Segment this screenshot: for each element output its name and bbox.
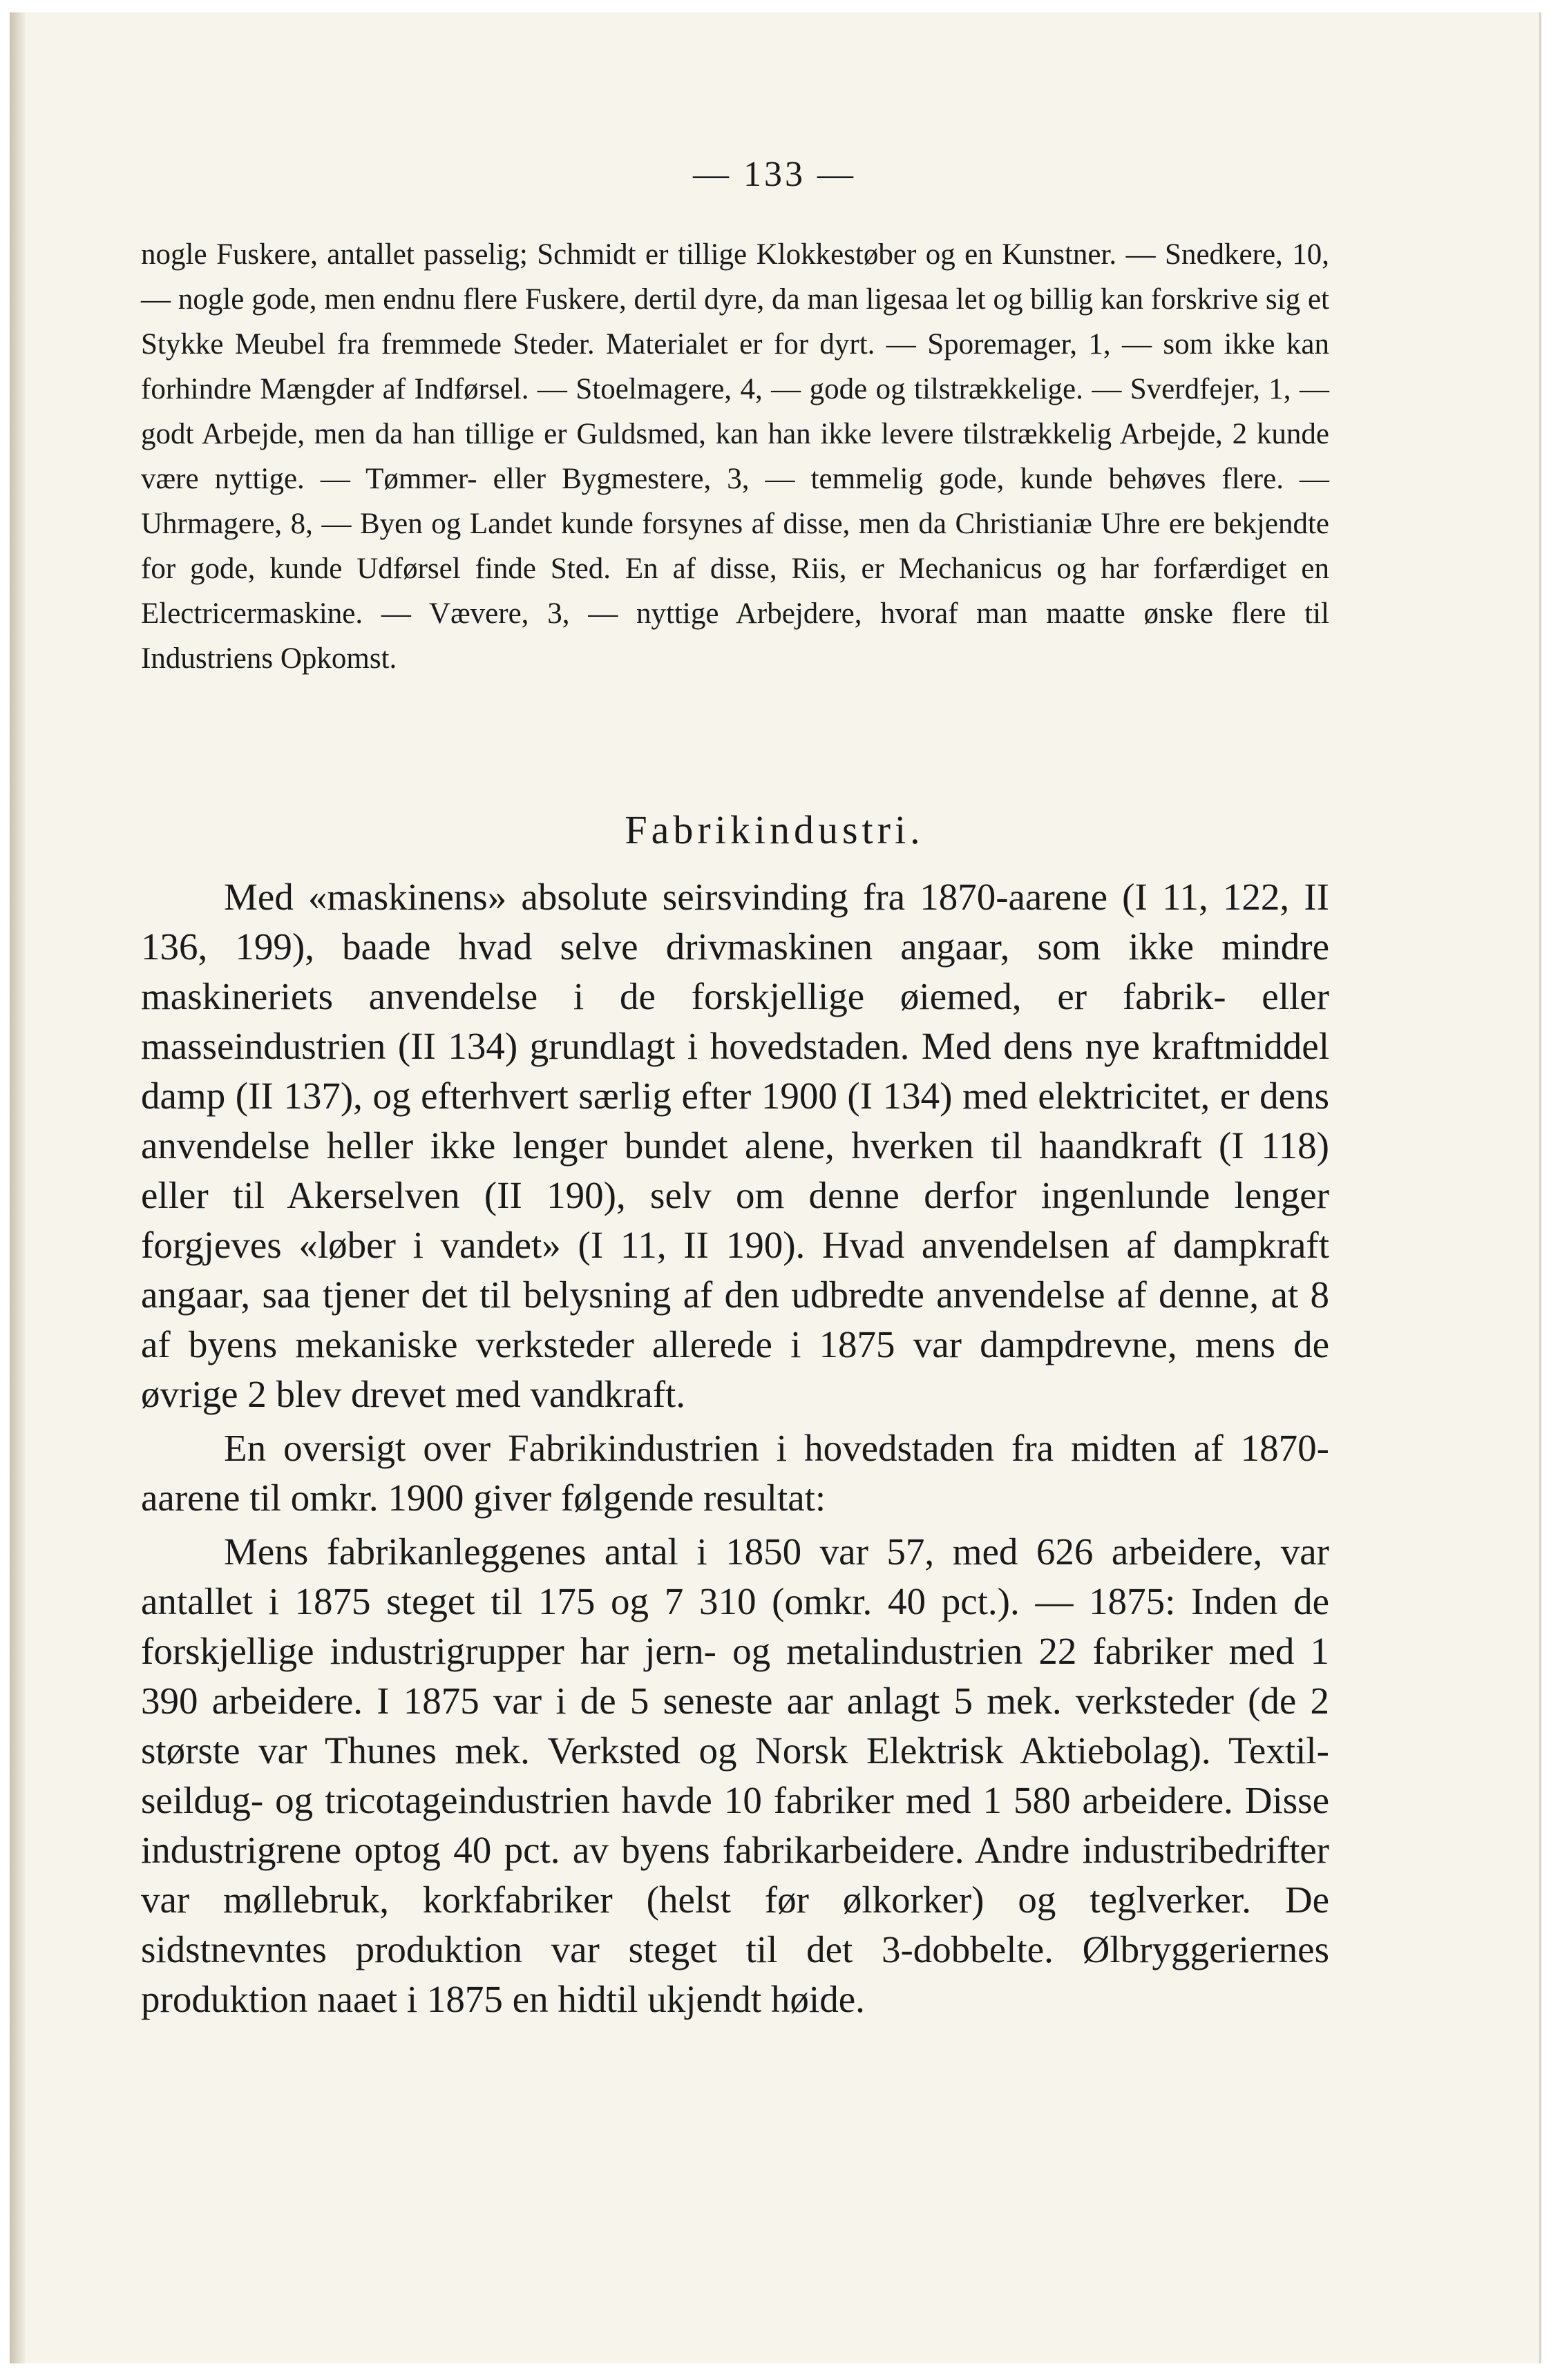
paragraph-2: En oversigt over Fabrikindustrien i hovedstaden fra midten af 1870-aarene til omkr. 1900 giver følgende resultat:: [141, 1427, 1329, 1519]
intro-paragraph: nogle Fuskere, antallet passelig; Schmidt er tillige Klokkestøber og en Kunstner. — Snedkere, 10, — nogle gode, men endnu flere Fuskere, dertil dyre, da man ligesaa let og billig kan forskrive sig et Stykke Meubel fra fremmede Steder. Materialet er for dyrt. — Sporemager, 1, — som ikke kan forhindre Mængder af Indførsel. — Stoelmagere, 4, — gode og tilstrækkelige. — Sverdfejer, 1, — godt Arbejde, men da han tillige er Guldsmed, kan han ikke levere tilstrækkelig Arbejde, 2 kunde være nyttige. — Tømmer- eller Bygmestere, 3, — temmelig gode, kunde behøves flere. — Uhrmagere, 8, — Byen og Landet kunde forsynes af disse, men da Christianiæ Uhre ere bekjendte for gode, kunde Udførsel finde Sted. En af disse, Riis, er Mechanicus og har forfærdiget en Electricermaskine. — Vævere, 3, — nyttige Arbejdere, hvoraf man maatte ønske flere til Industriens Opkomst.: [141, 238, 1329, 675]
section-heading: Fabrikindustri.: [625, 807, 924, 852]
paragraph-1: Med «maskinens» absolute seirsvinding fra 1870-aarene (I 11, 122, II 136, 199), baade hvad selve drivmaskinen angaar, som ikke mindre maskineriets anvendelse i de forskjellige øiemed, er fabrik- eller masseindustrien (II 134) grundlagt i hovedstaden. Med dens nye kraftmiddel damp (II 137), og efterhvert særlig efter 1900 (I 134) med elektricitet, er dens anvendelse heller ikke lenger bundet alene, hverken til haandkraft (I 118) eller til Akerselven (II 190), selv om denne derfor ingenlunde lenger forgjeves «løber i vandet» (I 11, II 190). Hvad anvendelsen af dampkraft angaar, saa tjener det til belysning af den udbredte anvendelse af denne, at 8 af byens mekaniske verksteder allerede i 1875 var dampdrevne, mens de øvrige 2 blev drevet med vandkraft.: [141, 876, 1329, 1415]
paragraph-3: Mens fabrikanleggenes antal i 1850 var 57, med 626 arbeidere, var antallet i 1875 steget til 175 og 7 310 (omkr. 40 pct.). — 1875: Inden de forskjellige industrigrupper har jern- og metalindustrien 22 fabriker med 1 390 arbeidere. I 1875 var i de 5 seneste aar anlagt 5 mek. verksteder (de 2 største var Thunes mek. Verksted og Norsk Elektrisk Aktiebolag). Textil- seildug- og tricotageindustrien havde 10 fabriker med 1 580 arbeidere. Disse industrigrene optog 40 pct. av byens fabrikarbeidere. Andre industribedrifter var møllebruk, korkfabriker (helst før ølkorker) og teglverker. De sidstnevntes produktion var steget til det 3-dobbelte. Ølbryggeriernes produktion naaet i 1875 en hidtil ukjendt høide.: [141, 1530, 1329, 2020]
intro-text-block: [141, 232, 1329, 681]
page-spine-shadow: [10, 12, 25, 2363]
page-number: — 133 —: [693, 155, 856, 194]
main-text-block: [141, 872, 1329, 2024]
book-page: [10, 12, 1541, 2363]
